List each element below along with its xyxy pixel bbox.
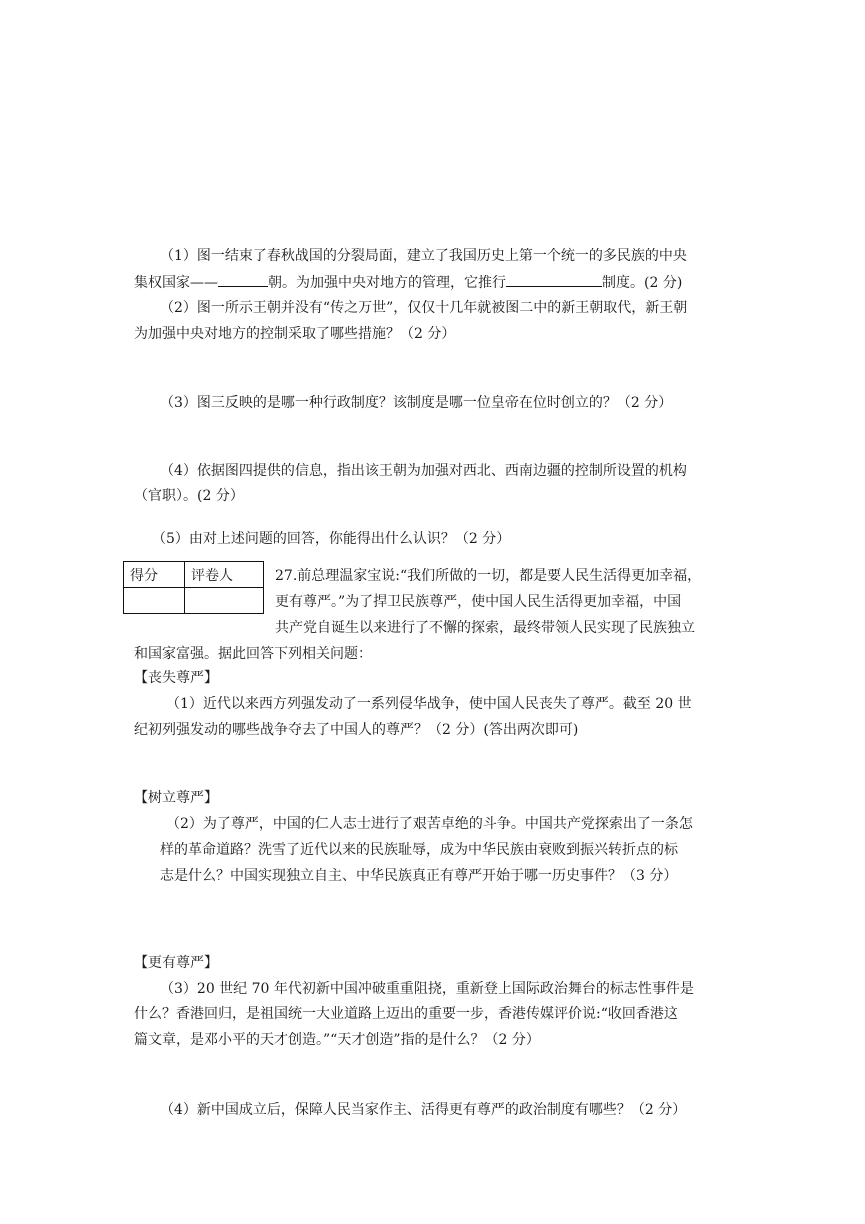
establish-line-1: （2）为了尊严，中国的仁人志士进行了艰苦卓绝的斗争。中国共产党探索出了一条怎 <box>166 816 693 832</box>
lose-line-2: 纪初列强发动的哪些战争夺去了中国人的尊严？（2 分）(答出两次即可) <box>134 722 579 738</box>
more-line-1: （3）20 世纪 70 年代初新中国冲破重重阻挠，重新登上国际政治舞台的标志性事件是 <box>160 981 694 997</box>
more-line-2: 什么？香港回归，是祖国统一大业道路上迈出的重要一步，香港传媒评价说:“收回香港这 <box>134 1006 678 1022</box>
score-table <box>123 561 264 614</box>
q27-line-2: 更有尊严。”为了捍卫民族尊严，使中国人民生活得更加幸福，中国 <box>275 594 682 610</box>
score-header: 得分 <box>124 562 185 588</box>
q1-line-2-part-c: 制度。(2 分) <box>602 275 683 291</box>
q1-line-2-part-b: 朝。为加强中央对地方的管理，它推行 <box>268 275 506 291</box>
section-heading-lose: 【丧失尊严】 <box>134 670 218 686</box>
answer-blank-dynasty[interactable] <box>218 272 268 287</box>
lose-line-1: （1）近代以来西方列强发动了一系列侵华战争，使中国人民丧失了尊严。截至 20 世 <box>166 696 692 712</box>
answer-blank-system[interactable] <box>506 272 602 287</box>
q5-line: （5）由对上述问题的回答，你能得出什么认识？（2 分） <box>152 531 511 547</box>
section-heading-more: 【更有尊严】 <box>134 955 218 971</box>
q27-line-4: 和国家富强。据此回答下列相关问题： <box>134 646 372 662</box>
more-line-3: 篇文章，是邓小平的天才创造。”“天才创造”指的是什么？（2 分） <box>134 1032 540 1048</box>
establish-line-2: 样的革命道路？洗雪了近代以来的民族耻辱，成为中华民族由衰败到振兴转折点的标 <box>160 842 678 858</box>
q1-line-2 <box>134 272 682 293</box>
q4-line-1: （4）依据图四提供的信息，指出该王朝为加强对西北、西南边疆的控制所设置的机构 <box>160 463 687 479</box>
q2-line-1: （2）图一所示王朝并没有“传之万世”，仅仅十几年就被图二中的新王朝取代，新王朝 <box>160 300 688 316</box>
q27-line-3: 共产党自诞生以来进行了不懈的探索，最终带领人民实现了民族独立 <box>275 620 695 636</box>
q27-line-1: 27.前总理温家宝说:“我们所做的一切，都是要人民生活得更加幸福， <box>275 568 702 584</box>
grader-cell[interactable] <box>185 588 264 614</box>
section-heading-establish: 【树立尊严】 <box>134 790 218 806</box>
establish-line-3: 志是什么？中国实现独立自主、中华民族真正有尊严开始于哪一历史事件？（3 分） <box>160 868 678 884</box>
q1-line-2-part-a: 集权国家—— <box>134 275 218 291</box>
grader-header: 评卷人 <box>185 562 264 588</box>
score-cell[interactable] <box>124 588 185 614</box>
q2-line-2: 为加强中央对地方的控制采取了哪些措施？（2 分） <box>134 326 456 342</box>
q4-line-2: （官职）。(2 分） <box>134 488 244 504</box>
more-line-4: （4）新中国成立后，保障人民当家作主、活得更有尊严的政治制度有哪些？（2 分） <box>160 1102 687 1118</box>
q3-line: （3）图三反映的是哪一种行政制度？该制度是哪一位皇帝在位时创立的？（2 分） <box>160 395 673 411</box>
q1-line-1: （1）图一结束了春秋战国的分裂局面，建立了我国历史上第一个统一的多民族的中央 <box>160 248 687 264</box>
